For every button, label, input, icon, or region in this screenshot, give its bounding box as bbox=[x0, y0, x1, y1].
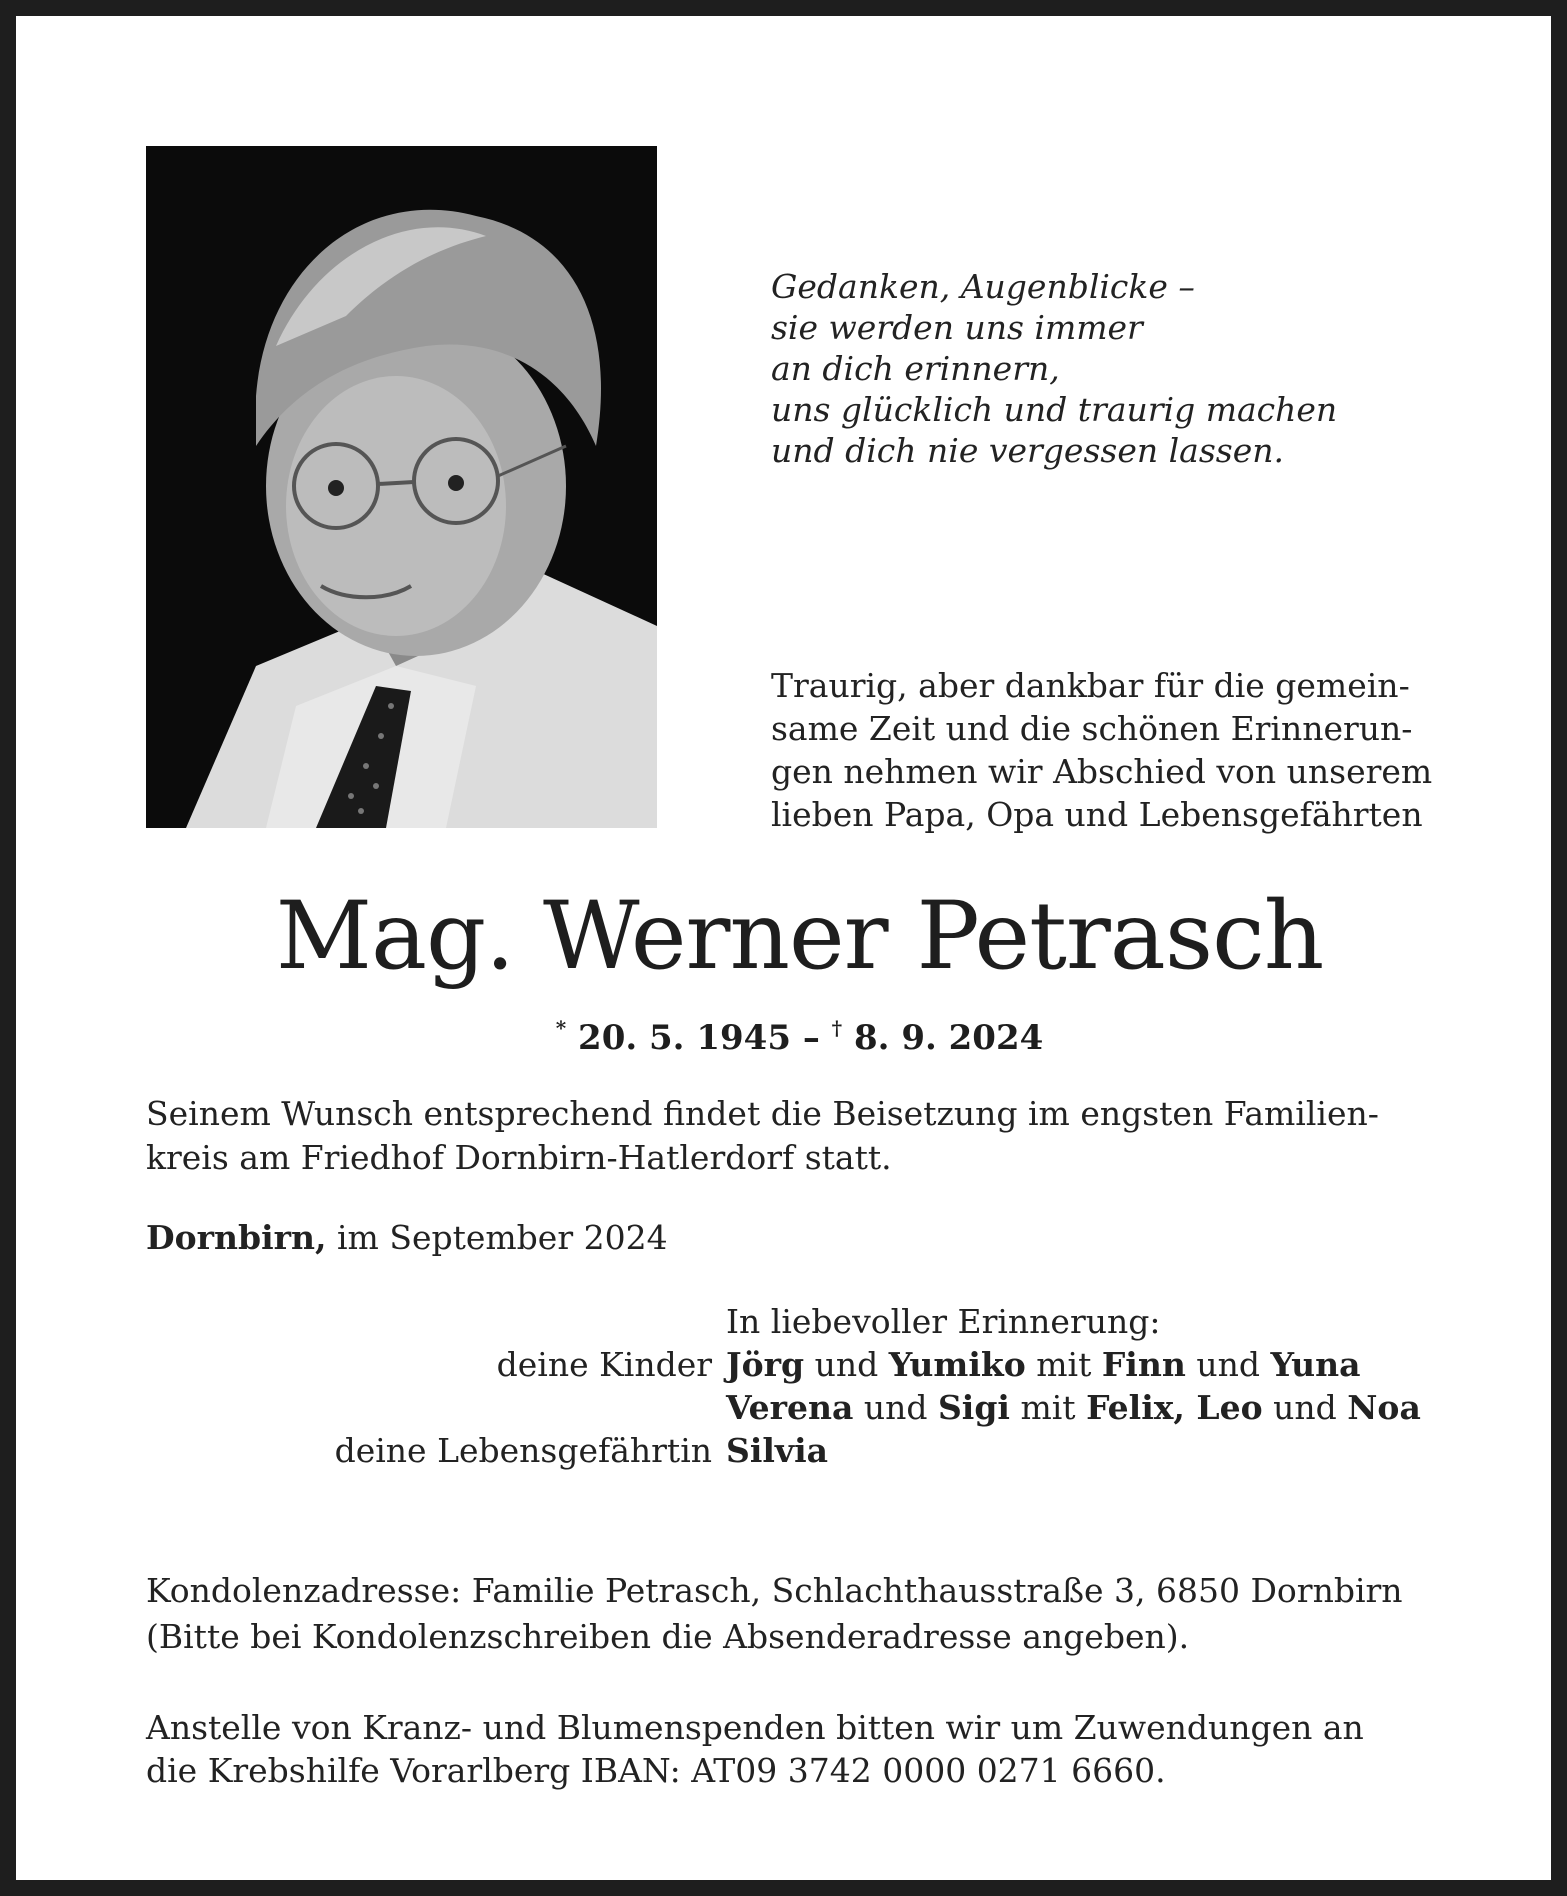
intro-line: same Zeit und die schönen Erinnerun- bbox=[771, 709, 1413, 748]
connector: und bbox=[1273, 1388, 1337, 1427]
intro-line: gen nehmen wir Abschied von unserem bbox=[771, 752, 1433, 791]
family-name: Sigi bbox=[937, 1388, 1010, 1427]
burial-line: Seinem Wunsch entsprechend findet die Beisetzung im engsten Familien- bbox=[146, 1094, 1379, 1133]
donation-line: Anstelle von Kranz- und Blumenspenden bitten wir um Zuwendungen an bbox=[146, 1708, 1364, 1747]
farewell-intro bbox=[771, 664, 1463, 836]
poem-line: uns glücklich und traurig machen bbox=[771, 390, 1338, 429]
children-label: deine Kinder bbox=[496, 1345, 712, 1384]
poem-line: sie werden uns immer bbox=[771, 308, 1143, 347]
place-date bbox=[146, 1216, 668, 1260]
burial-notice bbox=[146, 1092, 1456, 1180]
family-name: Yumiko bbox=[888, 1345, 1026, 1384]
partner-name: Silvia bbox=[726, 1431, 828, 1470]
death-symbol: † bbox=[831, 1016, 843, 1040]
family-name: Yuna bbox=[1270, 1345, 1361, 1384]
mourners-list bbox=[146, 1300, 1456, 1472]
condolence-address bbox=[146, 1568, 1456, 1660]
donation-notice bbox=[146, 1706, 1456, 1792]
memorial-poem bbox=[771, 266, 1337, 471]
birth-symbol: * bbox=[555, 1016, 567, 1040]
poem-line: an dich erinnern, bbox=[771, 349, 1060, 388]
address-line: Kondolenzadresse: Familie Petrasch, Schlachthausstraße 3, 6850 Dornbirn bbox=[146, 1571, 1403, 1610]
address-note: (Bitte bei Kondolenzschreiben die Absenderadresse angeben). bbox=[146, 1617, 1190, 1656]
children-row-2 bbox=[146, 1386, 1456, 1429]
life-dates bbox=[16, 1006, 1567, 1060]
mourners-heading-row bbox=[146, 1300, 1456, 1343]
intro-line: lieben Papa, Opa und Lebensgefährten bbox=[771, 795, 1423, 834]
poem-line: Gedanken, Augenblicke – bbox=[771, 267, 1195, 306]
family-name: Noa bbox=[1347, 1388, 1421, 1427]
connector: und bbox=[863, 1388, 928, 1427]
connector: und bbox=[1196, 1345, 1260, 1384]
place: Dornbirn, bbox=[146, 1218, 327, 1257]
family-name: Finn bbox=[1101, 1345, 1186, 1384]
connector: mit bbox=[1020, 1388, 1076, 1427]
children-row-1 bbox=[146, 1343, 1456, 1386]
partner-row bbox=[146, 1429, 1456, 1472]
date-separator: – bbox=[790, 1018, 832, 1058]
connector: mit bbox=[1036, 1345, 1092, 1384]
deceased-name: Mag. Werner Petrasch bbox=[275, 882, 1324, 991]
birth-date: 20. 5. 1945 bbox=[578, 1018, 791, 1058]
connector: und bbox=[814, 1345, 879, 1384]
family-name: Verena bbox=[726, 1388, 854, 1427]
date: im September 2024 bbox=[337, 1218, 668, 1257]
portrait-illustration bbox=[146, 146, 657, 828]
partner-label: deine Lebensgefährtin bbox=[334, 1431, 712, 1470]
intro-line: Traurig, aber dankbar für die gemein- bbox=[771, 666, 1410, 705]
family-name: Jörg bbox=[726, 1345, 805, 1384]
death-date: 8. 9. 2024 bbox=[853, 1018, 1044, 1058]
poem-line: und dich nie vergessen lassen. bbox=[771, 431, 1284, 470]
mourners-heading: In liebevoller Erinnerung: bbox=[726, 1302, 1161, 1341]
family-name: Felix, Leo bbox=[1086, 1388, 1263, 1427]
portrait-photo bbox=[146, 146, 657, 828]
burial-line: kreis am Friedhof Dornbirn-Hatlerdorf statt. bbox=[146, 1138, 892, 1177]
donation-line: die Krebshilfe Vorarlberg IBAN: AT09 3742 0000 0271 6660. bbox=[146, 1751, 1166, 1790]
